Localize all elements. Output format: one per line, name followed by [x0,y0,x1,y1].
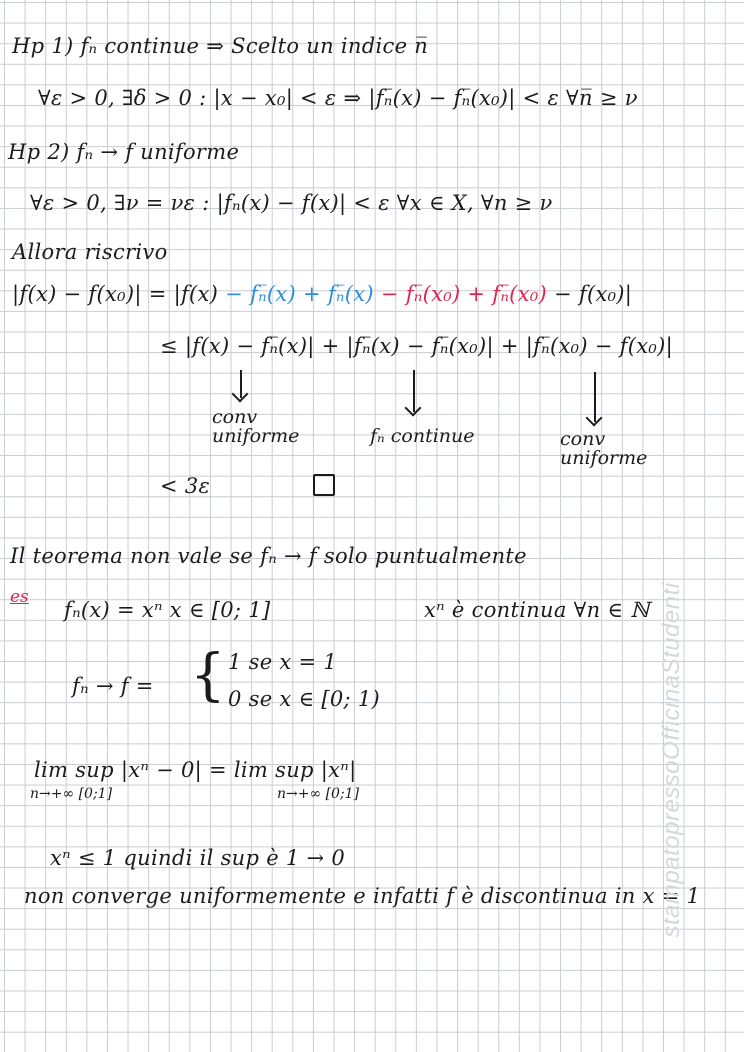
line1-red-terms: − fₙ̅(x₀) + fₙ̅(x₀) [373,282,548,306]
proof-result: < 3ε [160,474,211,498]
line1-blue-terms: − fₙ̅(x) + fₙ̅(x) [218,282,374,306]
hp1-title: Hp 1) fₙ continue ⇒ Scelto un indice n̅ [12,34,429,58]
case-2: 0 se x ∈ [0; 1) [228,687,381,711]
proof-line1 [12,284,632,305]
piecewise-brace: { [190,643,226,708]
line1-start: |f(x) − f(x₀)| = |f(x) [12,282,219,306]
watermark: stampatopressoOfficinaStudenti [658,582,685,938]
hp2-title: Hp 2) fₙ → f uniforme [8,140,240,164]
conclusion: non converge uniformemente e infatti f è discontinua in x = 1 [24,884,701,908]
hp1-formula: ∀ε > 0, ∃δ > 0 : |x − x₀| < ε ⇒ |fₙ̅(x) − fₙ̅(x₀)| < ε ∀n̅ ≥ ν [38,86,638,110]
example-def: fₙ(x) = xⁿ x ∈ [0; 1] [64,598,271,622]
example-continuous: xⁿ è continua ∀n ∈ ℕ [424,598,650,622]
lim-expression: lim sup |xⁿ − 0| = lim sup |xⁿ| [34,758,357,782]
example-statement: Il teorema non vale se fₙ → f solo puntualmente [10,544,527,568]
down-arrow-icon [413,370,415,412]
lim-sub-left: n→+∞ [0;1] [30,786,113,802]
qed-square-icon [313,474,335,496]
note-conv-uniforme-2: conv uniforme [560,428,648,469]
proof-line2: ≤ |f(x) − fₙ̅(x)| + |fₙ̅(x) − fₙ̅(x₀)| + |fₙ̅(x₀) − f(x₀)| [160,334,673,358]
case-1: 1 se x = 1 [228,650,338,674]
lim-sub-right: n→+∞ [0;1] [277,786,360,802]
line1-end: − f(x₀)| [547,282,633,306]
down-arrow-icon [594,372,596,422]
sup-claim: xⁿ ≤ 1 quindi il sup è 1 → 0 [50,846,346,870]
limit-lhs: fₙ → f = [72,674,154,698]
example-label: es [10,587,29,607]
down-arrow-icon [240,370,242,398]
note-conv-uniforme-1: conv uniforme [212,406,300,447]
note-fn-continue: fₙ continue [370,425,475,447]
hp2-formula: ∀ε > 0, ∃ν = νε : |fₙ(x) − f(x)| < ε ∀x ∈ X, ∀n ≥ ν [30,191,553,215]
proof-intro: Allora riscrivo [12,240,168,264]
